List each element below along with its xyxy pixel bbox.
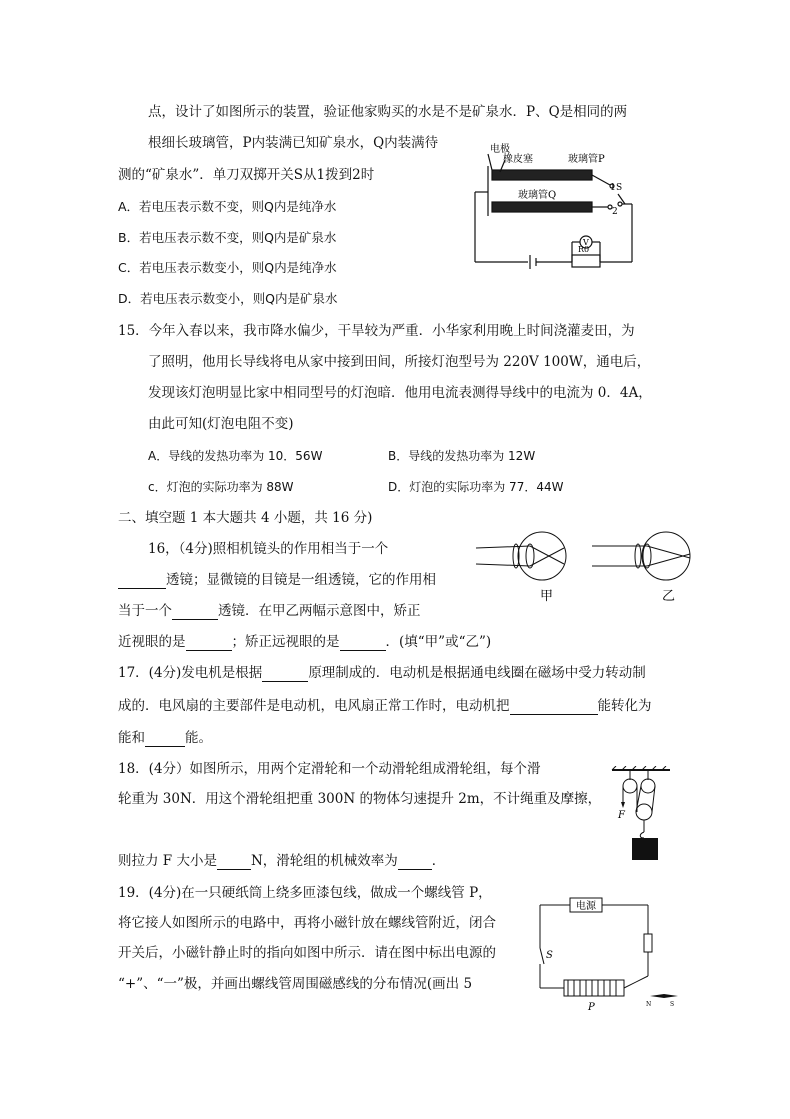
- q17-line3-before: 能和: [118, 730, 145, 746]
- q14-line3: 测的“矿泉水”．单刀双掷开关S从1拨到2时: [118, 167, 375, 183]
- label-s: S: [670, 1001, 675, 1008]
- q17-line1-before: 17．(4分)发电机是根据: [118, 665, 263, 681]
- q17-blank-3[interactable]: [145, 732, 185, 747]
- q18-line3-mid: N，滑轮组的机械效率为: [250, 853, 398, 869]
- movable-pulley: [636, 804, 652, 820]
- resistor: [644, 934, 652, 952]
- label-pos-2: 2: [612, 207, 618, 217]
- q16-blank-4[interactable]: [340, 636, 386, 651]
- q19-solenoid-figure: [536, 896, 680, 1016]
- fixed-pulley-2: [641, 779, 655, 793]
- label-f: F: [618, 810, 625, 821]
- q15-option-a: A．导线的发热功率为 10．56W: [148, 449, 323, 463]
- q19-line4: “+”、“一”极，并画出螺线管周围磁感线的分布情况(画出 5: [118, 976, 473, 992]
- q18-line3-before: 则拉力 F 大小是: [118, 853, 217, 869]
- q15-line2: 了照明，他用长导线将电从家中接到田间，所接灯泡型号为 220V 100W，通电后，: [148, 354, 651, 370]
- q16-line3: [118, 602, 421, 620]
- q14-option-c: C．若电压表示数变小，则Q内是纯净水: [118, 260, 337, 275]
- q17-line1-after: 原理制成的．电动机是根据通电线圈在磁场中受力转动制: [308, 665, 646, 681]
- section-2-title: 二、填空题 1 本大题共 4 小题，共 16 分): [118, 510, 373, 526]
- q17-blank-1[interactable]: [262, 667, 308, 682]
- q16-blank-1[interactable]: [118, 574, 166, 589]
- q18-line3: [118, 852, 445, 870]
- resistor-r0: [572, 255, 600, 267]
- q14-option-a: A．若电压表示数不变，则Q内是纯净水: [118, 199, 337, 214]
- q18-blank-2[interactable]: [398, 855, 432, 870]
- compass-needle: [650, 994, 678, 998]
- q19-line1: 19．(4分)在一只硬纸筒上绕多匝漆包线，做成一个螺线管 P，: [118, 885, 492, 901]
- q18-line1: 18．(4分）如图所示，用两个定滑轮和一个动滑轮组成滑轮组，每个滑: [118, 761, 541, 777]
- q16-line4-c: ．(填“甲”或“乙”): [385, 634, 492, 650]
- q17-blank-2[interactable]: [510, 700, 598, 715]
- q18-line3-after: ．: [431, 853, 446, 869]
- q16-line3-after: 透镜．在甲乙两幅示意图中，矫正: [218, 603, 421, 619]
- fixed-pulley-1: [623, 779, 637, 793]
- q15-option-b: B．导线的发热功率为 12W: [388, 449, 536, 463]
- q16-line4: [118, 633, 491, 651]
- q14-line1: 点，设计了如图所示的装置，验证他家购买的水是不是矿泉水．P、Q是相同的两: [148, 104, 628, 120]
- q15-line3: 发现该灯泡明显比家中相同型号的灯泡暗．他用电流表测得导线中的电流为 0．4A，: [148, 385, 652, 401]
- label-tube-q: 玻璃管Q: [518, 190, 557, 201]
- eye-jia: [518, 532, 566, 580]
- q16-blank-2[interactable]: [172, 605, 218, 620]
- q15-line4: 由此可知(灯泡电阻不变): [148, 416, 294, 432]
- q19-line3: 开关后，小磁针静止时的指向如图中所示．请在图中标出电源的: [118, 945, 496, 961]
- q16-line4-a: 近视眼的是: [118, 634, 186, 650]
- q16-blank-3[interactable]: [186, 636, 232, 651]
- label-p: P: [588, 1002, 595, 1013]
- q17-line2: [118, 697, 652, 715]
- solenoid-p: [564, 980, 624, 996]
- label-switch: S: [546, 950, 553, 961]
- tube-q: [492, 202, 592, 212]
- label-n: N: [646, 1001, 652, 1008]
- q15-line1: 15．今年入春以来，我市降水偏少，干旱较为严重．小华家利用晚上时间浇灌麦田，为: [118, 323, 635, 339]
- q19-line2: 将它接人如图所示的电路中，再将小磁针放在螺线管附近，闭合: [118, 915, 496, 931]
- label-r0: R0: [578, 245, 590, 254]
- q18-pulley-figure: [608, 766, 674, 866]
- tube-p: [492, 170, 592, 180]
- q17-line2-after: 能转化为: [597, 698, 652, 714]
- q15-option-d: D．灯泡的实际功率为 77．44W: [388, 480, 564, 494]
- q17-line3-after: 能。: [185, 730, 212, 746]
- q15-option-c: c．灯泡的实际功率为 88W: [148, 480, 294, 494]
- q16-line2-text: 透镜；显微镜的目镜是一组透镜，它的作用相: [166, 572, 436, 588]
- q17-line2-before: 成的．电风扇的主要部件是电动机，电风扇正常工作时，电动机把: [118, 698, 510, 714]
- label-electrode: 电极: [490, 144, 510, 155]
- q16-line3-before: 当于一个: [118, 603, 172, 619]
- label-pos-1: 1: [610, 183, 616, 193]
- q14-circuit-figure: [470, 142, 640, 270]
- label-switch-s: S: [616, 183, 623, 193]
- q18-blank-1[interactable]: [217, 855, 251, 870]
- q14-line2: 根细长玻璃管，P内装满已知矿泉水，Q内装满待: [148, 135, 439, 151]
- q14-option-b: B．若电压表示数不变，则Q内是矿泉水: [118, 230, 337, 245]
- label-tube-p: 玻璃管P: [568, 154, 605, 165]
- label-yi: 乙: [662, 589, 676, 604]
- weight-block: [632, 838, 658, 860]
- label-meter-v: V: [583, 238, 589, 247]
- q18-line2: 轮重为 30N．用这个滑轮组把重 300N 的物体匀速提升 2m，不计绳重及摩擦，: [118, 791, 602, 807]
- q16-line2: [118, 571, 436, 589]
- q17-line1: [118, 664, 646, 682]
- label-jia: 甲: [540, 589, 554, 604]
- q16-line4-b: ；矫正远视眼的是: [231, 634, 340, 650]
- q16-eye-figure: [472, 530, 702, 606]
- q17-line3: [118, 729, 212, 747]
- q16-line1: 16，（4分)照相机镜头的作用相当于一个: [148, 541, 389, 557]
- label-power: 电源: [576, 901, 596, 912]
- q14-option-d: D．若电压表示数变小，则Q内是矿泉水: [118, 291, 338, 306]
- label-stopper: 橡皮塞: [503, 154, 533, 165]
